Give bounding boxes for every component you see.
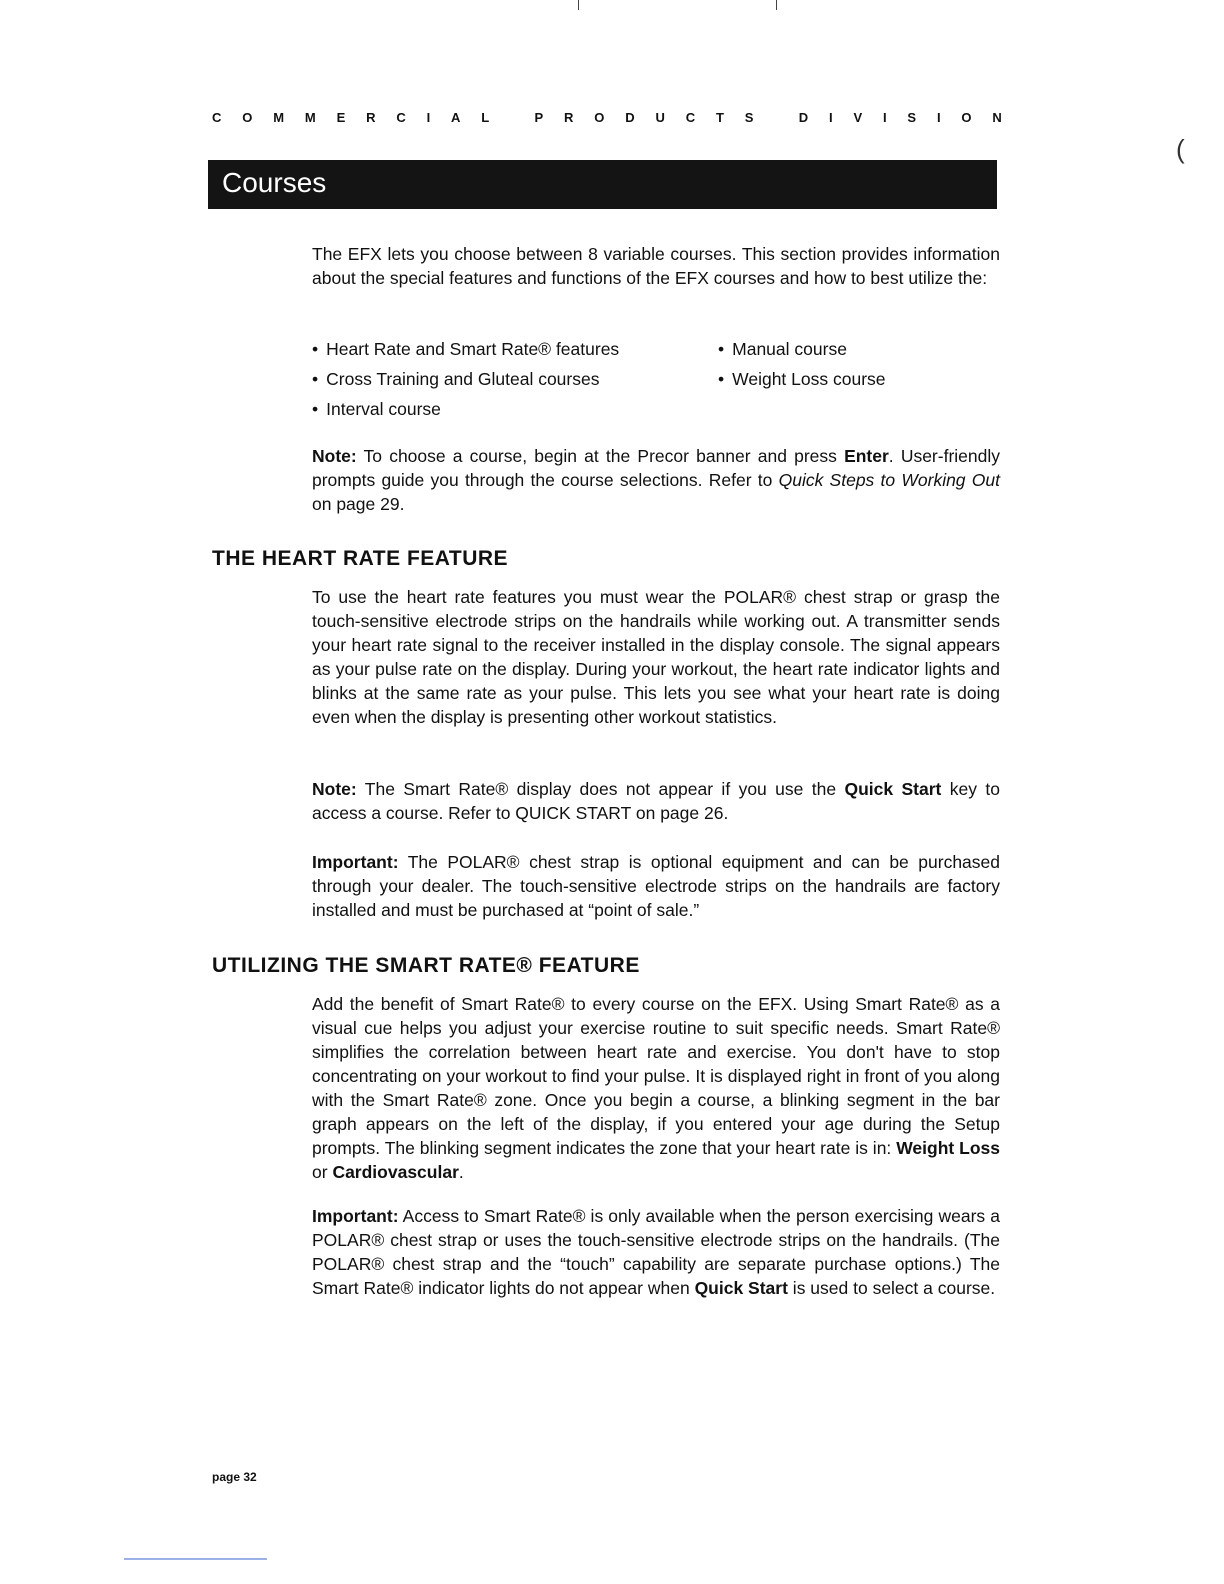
zone-cardiovascular: Cardiovascular [332, 1162, 459, 1182]
division-letter: R [366, 110, 376, 125]
smart-rate-text: . [458, 1162, 464, 1182]
footer-rule [124, 1558, 267, 1560]
feature-list-col2 [718, 334, 886, 394]
note-text: on page 29. [312, 494, 405, 514]
note-choose-course [312, 444, 1000, 516]
division-letter: S [907, 110, 917, 125]
division-letter: A [451, 110, 461, 125]
important-label: Important: [312, 852, 399, 872]
list-item: • Cross Training and Gluteal courses [312, 364, 619, 394]
heart-rate-paragraph: To use the heart rate features you must wear the POLAR® chest strap or grasp the touch-sensitive electrode strips on the handrails while working out. A transmitter sends your heart rate signal to the receiver installed in the display console. The signal appears as your pulse rate on the display. During your workout, the heart rate indicator lights and blinks at the same rate as your pulse. This lets you see what your heart rate is doing even when the display is presenting other workout statistics. [312, 587, 1000, 727]
division-letter: U [655, 110, 665, 125]
note-text: The Smart Rate® display does not appear if you use the [356, 779, 845, 799]
smart-rate-text: or [312, 1162, 333, 1182]
division-letter: T [715, 110, 724, 125]
important-smart-rate [312, 1204, 1000, 1300]
enter-key: Enter [844, 446, 889, 466]
division-letter: I [426, 110, 431, 125]
note-text: key to access a course. Refer to QUICK START on page 26. [312, 779, 1000, 823]
division-letter: N [992, 110, 1002, 125]
division-letter: C [212, 110, 222, 125]
note-smart-rate [312, 777, 1000, 825]
division-letter: O [242, 110, 253, 125]
division-letter: C [685, 110, 696, 125]
page-number: page 32 [212, 1470, 257, 1484]
note-text: . User-friendly prompts guide you through the course selections. Refer to [312, 446, 1001, 490]
section-title: Courses [222, 167, 327, 198]
division-letter: P [534, 110, 544, 125]
note-label: Note: [312, 779, 357, 799]
division-letter: O [594, 110, 605, 125]
quick-start-key: Quick Start [694, 1278, 788, 1298]
list-item: • Manual course [718, 334, 886, 364]
division-letter: D [625, 110, 635, 125]
heading-smart-rate: UTILIZING THE SMART RATE® FEATURE [212, 954, 640, 977]
smart-rate-paragraph [312, 992, 1000, 1184]
feature-list-col1 [312, 334, 619, 424]
note-text: To choose a course, begin at the Precor banner and press [356, 446, 845, 466]
division-letter: R [564, 110, 574, 125]
feature-list [312, 334, 1000, 426]
division-letter: S [744, 110, 754, 125]
important-polar [312, 850, 1000, 922]
scan-tick-right [776, 0, 777, 10]
heading-heart-rate: THE HEART RATE FEATURE [212, 547, 509, 570]
division-letter: I [936, 110, 941, 125]
list-item: • Heart Rate and Smart Rate® features [312, 334, 619, 364]
smart-rate-text: Add the benefit of Smart Rate® to every course on the EFX. Using Smart Rate® as a visual cue helps you adjust your exercise routine to suit specific needs. Smart Rate® simplifies the correlation between heart rate and exercise. You don't have to stop concentrating on your workout to find your pulse. It is displayed right in front of you along with the Smart Rate® zone. Once you begin a course, a blinking segment in the bar graph appears on the left of the display, if you entered your age during the Setup prompts. The blinking segment indicates the zone that your heart rate is in: [312, 994, 1000, 1158]
list-item: • Interval course [312, 394, 619, 424]
division-letter: I [882, 110, 887, 125]
division-letter: L [481, 110, 490, 125]
division-letter: O [961, 110, 972, 125]
division-letter: C [396, 110, 406, 125]
important-text: Access to Smart Rate® is only available when the person exercising wears a POLAR® chest strap or uses the touch-sensitive electrode strips on the handrails. (The POLAR® chest strap and the “touch” capability are separate purchase options.) The Smart Rate® indicator lights do not appear when [312, 1206, 1000, 1298]
note-label: Note: [312, 446, 357, 466]
quick-start-key: Quick Start [844, 779, 942, 799]
important-text: is used to select a course. [787, 1278, 996, 1298]
section-banner [208, 160, 997, 209]
division-letter: M [304, 110, 316, 125]
list-item: • Weight Loss course [718, 364, 886, 394]
division-letter: M [273, 110, 285, 125]
quick-steps-reference: Quick Steps to Working Out [778, 470, 1000, 490]
important-text: The POLAR® chest strap is optional equipment and can be purchased through your dealer. The touch-sensitive electrode strips on the handrails are factory installed and must be purchased at “point of sale.” [312, 852, 1000, 920]
scan-tick-left [578, 0, 579, 10]
division-letter: D [798, 110, 809, 125]
important-label: Important: [312, 1206, 399, 1226]
division-letter [510, 110, 514, 125]
intro-paragraph: The EFX lets you choose between 8 variable courses. This section provides information about the special features and functions of the EFX courses and how to best utilize the: [312, 244, 1000, 288]
margin-mark: ( [1176, 134, 1185, 164]
division-letter: E [336, 110, 346, 125]
zone-weight-loss: Weight Loss [896, 1138, 1000, 1158]
division-letter: I [828, 110, 833, 125]
division-letter [774, 110, 778, 125]
division-header [212, 110, 1002, 125]
division-letter: V [853, 110, 863, 125]
